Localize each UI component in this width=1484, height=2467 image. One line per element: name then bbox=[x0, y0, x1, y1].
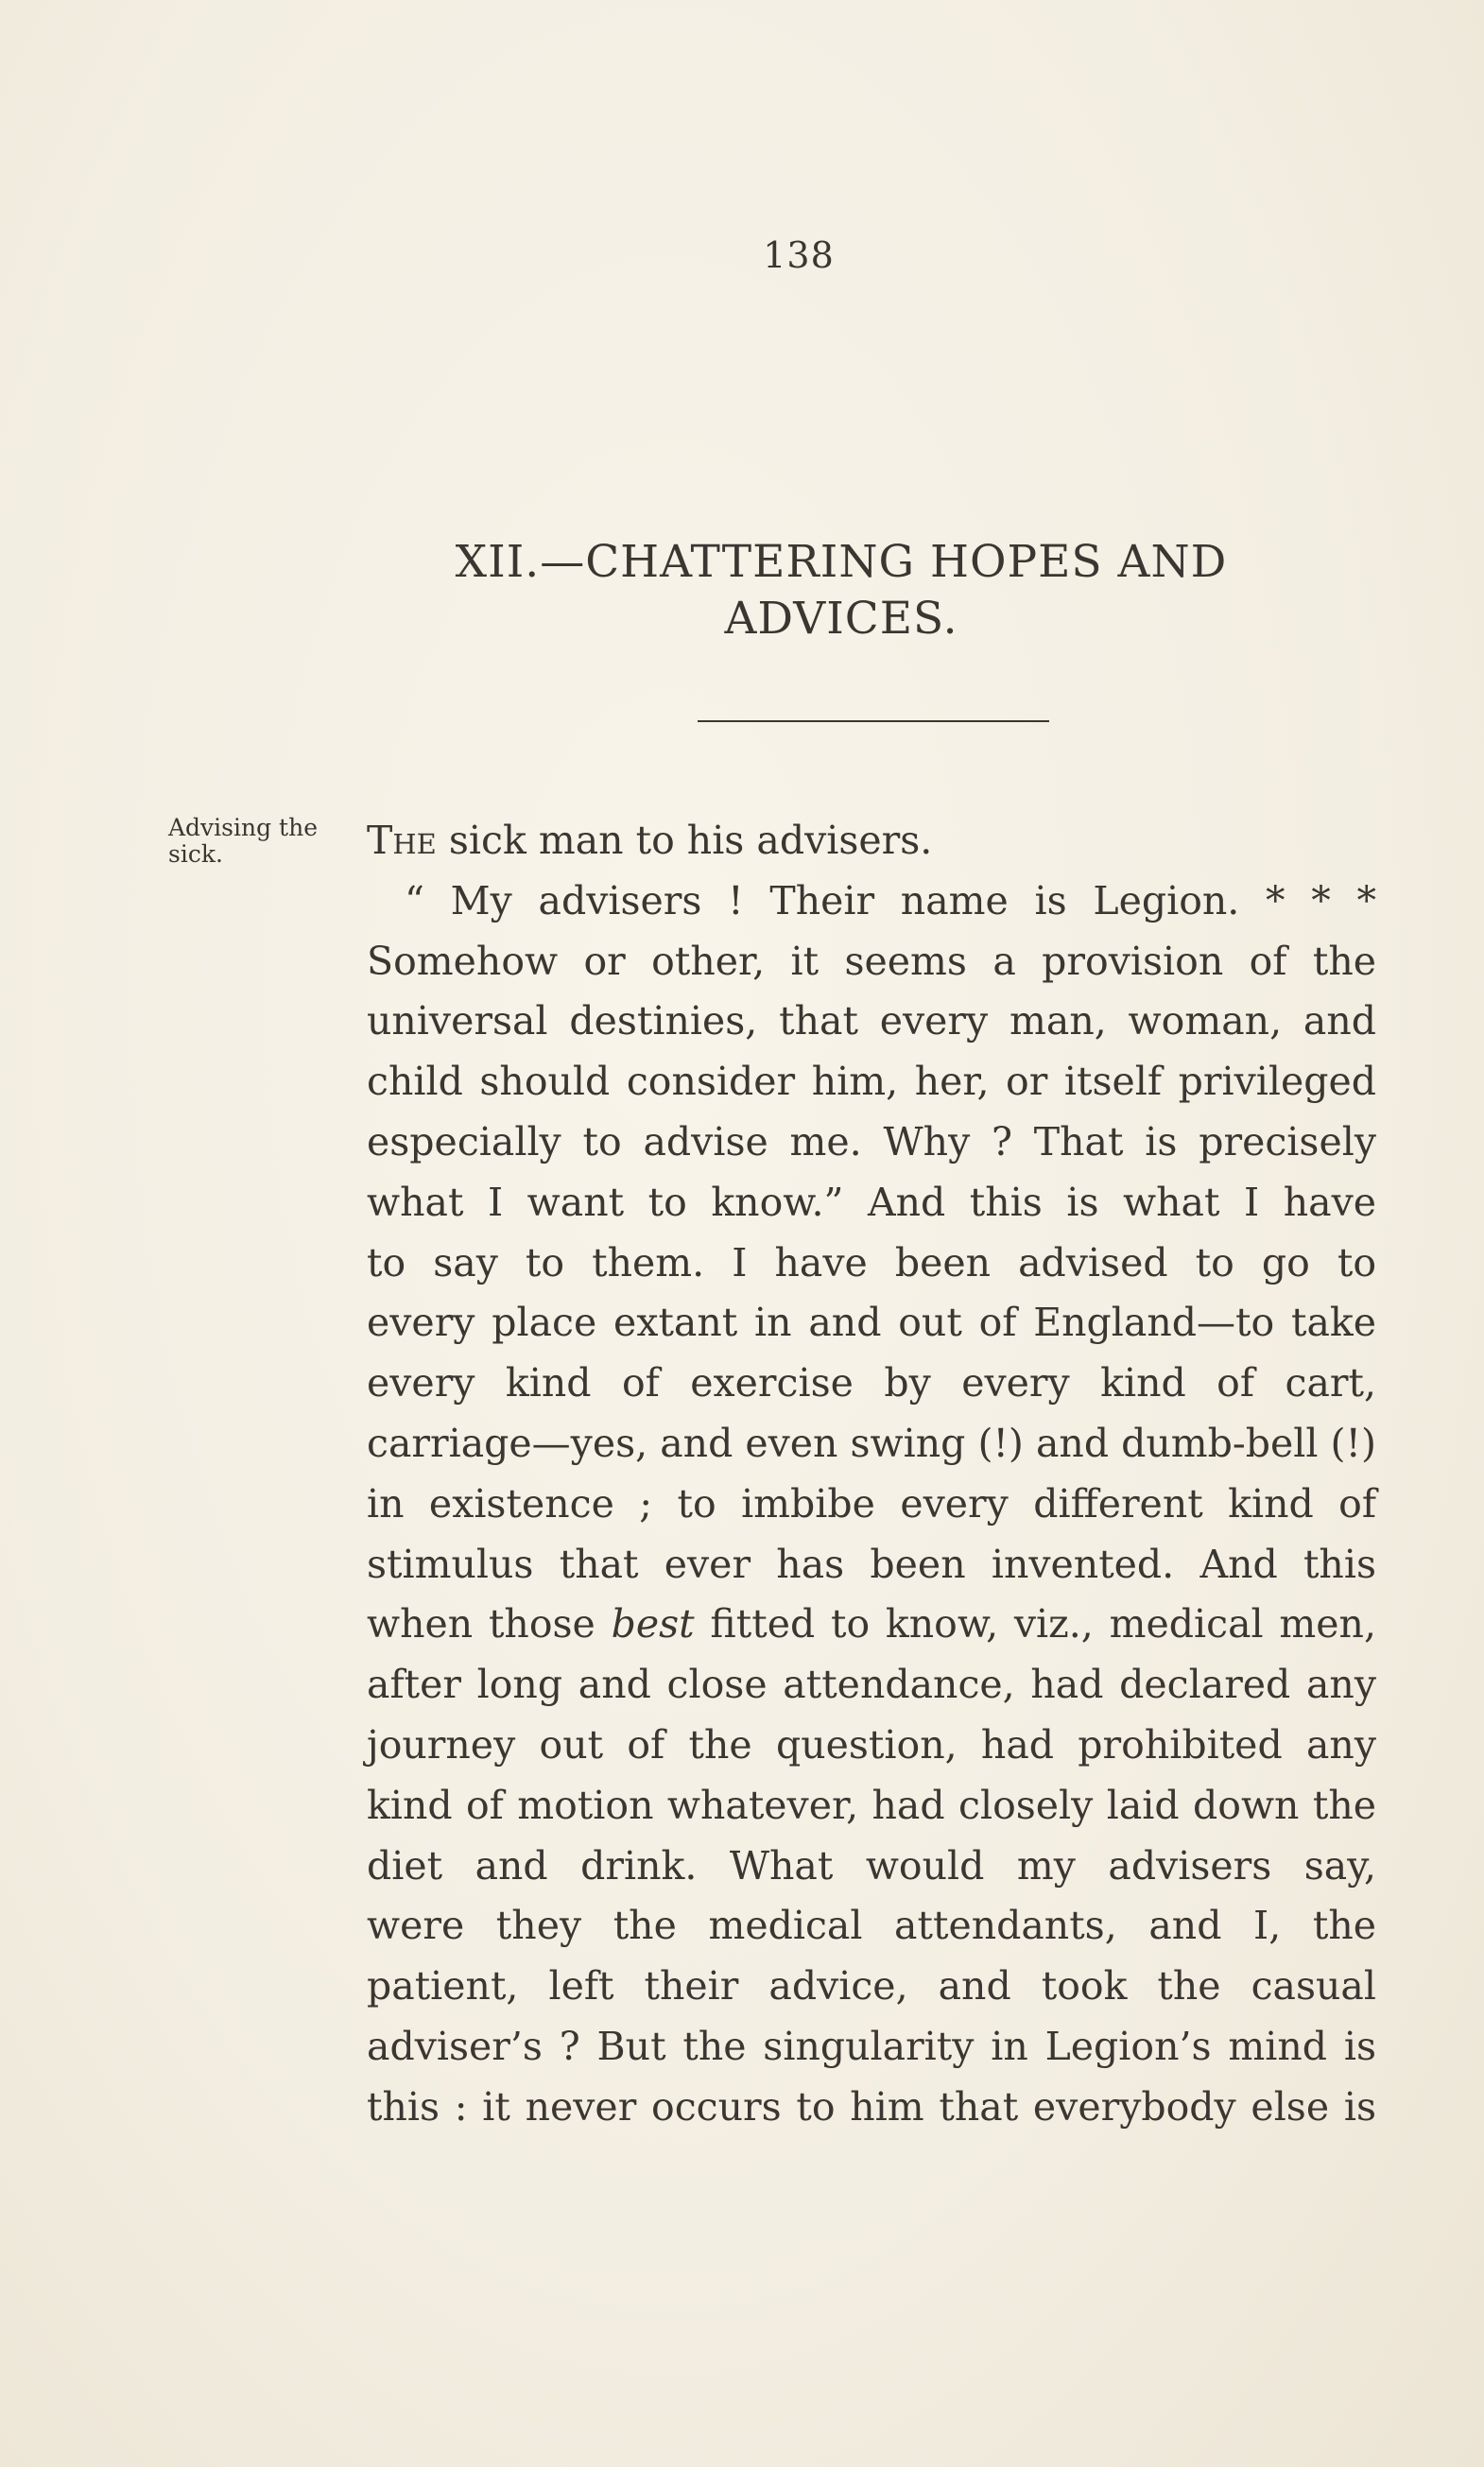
emphasized-word: best bbox=[611, 1601, 695, 1648]
text-line: after long and close attendance, had declared any bbox=[367, 1662, 1376, 1708]
text-line: this : it never occurs to him that everybody else is bbox=[367, 2083, 1376, 2130]
chapter-title-line-1: XII.—CHATTERING HOPES AND bbox=[455, 536, 1228, 588]
text-line: carriage—yes, and even swing (!) and dumb-bell (!) bbox=[367, 1420, 1376, 1466]
text-line: especially to advise me. Why ? That is precisely bbox=[367, 1118, 1376, 1164]
text-line: in existence ; to imbibe every different kind of bbox=[367, 1480, 1376, 1527]
text-line: journey out of the question, had prohibited any bbox=[367, 1721, 1376, 1768]
body-text bbox=[367, 811, 1376, 2138]
margin-note bbox=[168, 815, 357, 868]
text-line: Somehow or other, it seems a provision of the bbox=[367, 938, 1376, 984]
text-line: diet and drink. What would my advisers say, bbox=[367, 1842, 1376, 1889]
text-line-with-emphasis bbox=[367, 1595, 1376, 1655]
text-line: adviser’s ? But the singularity in Legion’s mind is bbox=[367, 2023, 1376, 2069]
chapter-title bbox=[369, 534, 1314, 647]
text-line: what I want to know.” And this is what I have bbox=[367, 1179, 1376, 1225]
text-fragment: when those bbox=[367, 1601, 612, 1648]
text-line: to say to them. I have been advised to go to bbox=[367, 1239, 1376, 1285]
text-line: child should consider him, her, or itself privileged bbox=[367, 1059, 1376, 1105]
text-line: every place extant in and out of England—to take bbox=[367, 1300, 1376, 1346]
margin-note-line-1: Advising the bbox=[168, 814, 318, 841]
text-line: universal destinies, that every man, woman, and bbox=[367, 998, 1376, 1044]
text-line: “ My advisers ! Their name is Legion. * * * bbox=[405, 877, 1376, 923]
title-divider-rule bbox=[698, 720, 1049, 722]
margin-note-line-2: sick. bbox=[168, 840, 223, 868]
text-line: were they the medical attendants, and I, the bbox=[367, 1903, 1376, 1949]
text-line: every kind of exercise by every kind of cart, bbox=[367, 1360, 1376, 1406]
page-number: 138 bbox=[763, 234, 835, 276]
opening-word: The bbox=[367, 818, 437, 863]
text-fragment: fitted to know, viz., medical men, bbox=[694, 1601, 1376, 1648]
text-line: patient, left their advice, and took the casual bbox=[367, 1963, 1376, 2010]
text-line-opening bbox=[367, 811, 1376, 871]
opening-line-rest: sick man to his advisers. bbox=[436, 818, 933, 863]
chapter-title-line-2: ADVICES. bbox=[724, 593, 958, 645]
text-line: kind of motion whatever, had closely laid down the bbox=[367, 1782, 1376, 1828]
text-line: stimulus that ever has been invented. And this bbox=[367, 1541, 1376, 1587]
